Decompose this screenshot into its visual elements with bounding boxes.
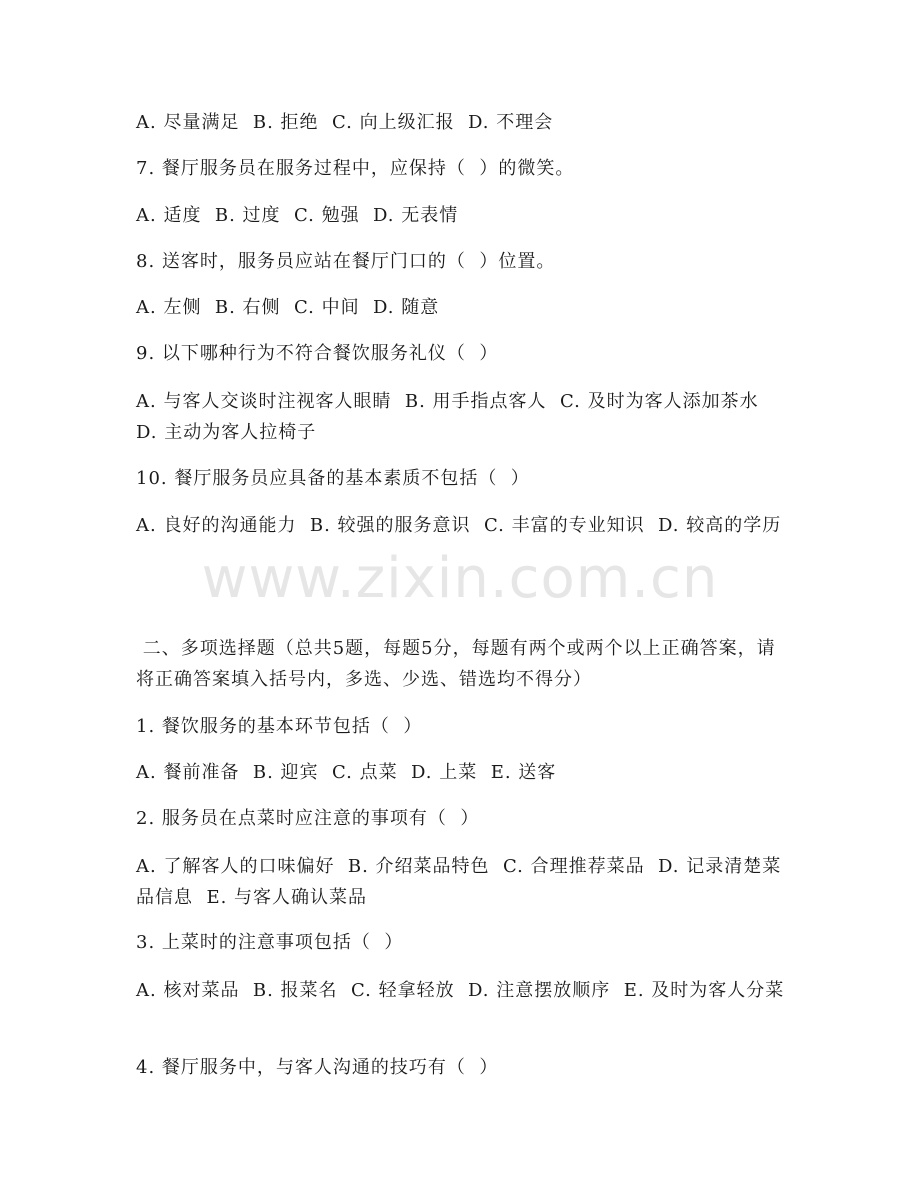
section-heading: 二、多项选择题（总共5题，每题5分，每题有两个或两个以上正确答案，请将正确答案填入括号内，多选、少选、错选均不得分）	[136, 638, 776, 690]
q8-options: A. 左侧 B. 右侧 C. 中间 D. 随意	[136, 297, 440, 318]
mq3-options: A. 核对菜品 B. 报菜名 C. 轻拿轻放 D. 注意摆放顺序 E. 及时为客人分菜	[136, 980, 785, 1001]
q8-question: 8. 送客时，服务员应站在餐厅门口的（ ）位置。	[136, 251, 556, 272]
q7-question: 7. 餐厅服务员在服务过程中，应保持（ ）的微笑。	[136, 158, 575, 179]
q9-options: A. 与客人交谈时注视客人眼睛 B. 用手指点客人 C. 及时为客人添加茶水 D. 主动为客人拉椅子	[136, 391, 773, 443]
q7-options: A. 适度 B. 过度 C. 勉强 D. 无表情	[136, 205, 459, 226]
mq3-question: 3. 上菜时的注意事项包括（ ）	[136, 932, 404, 953]
q10-question: 10. 餐厅服务员应具备的基本素质不包括（ ）	[136, 468, 530, 489]
mq2-question: 2. 服务员在点菜时应注意的事项有（ ）	[136, 808, 480, 829]
q9-question: 9. 以下哪种行为不符合餐饮服务礼仪（ ）	[136, 343, 499, 364]
q6-options: A. 尽量满足 B. 拒绝 C. 向上级汇报 D. 不理会	[136, 112, 554, 133]
mq1-question: 1. 餐饮服务的基本环节包括（ ）	[136, 716, 423, 737]
mq4-question: 4. 餐厅服务中，与客人沟通的技巧有（ ）	[136, 1057, 499, 1078]
watermark: www.zixin.com.cn	[201, 546, 719, 611]
mq2-options: A. 了解客人的口味偏好 B. 介绍菜品特色 C. 合理推荐菜品 D. 记录清楚菜品信息 E. 与客人确认菜品	[136, 856, 782, 908]
q10-options: A. 良好的沟通能力 B. 较强的服务意识 C. 丰富的专业知识 D. 较高的学历	[136, 515, 782, 536]
mq1-options: A. 餐前准备 B. 迎宾 C. 点菜 D. 上菜 E. 送客	[136, 762, 557, 783]
